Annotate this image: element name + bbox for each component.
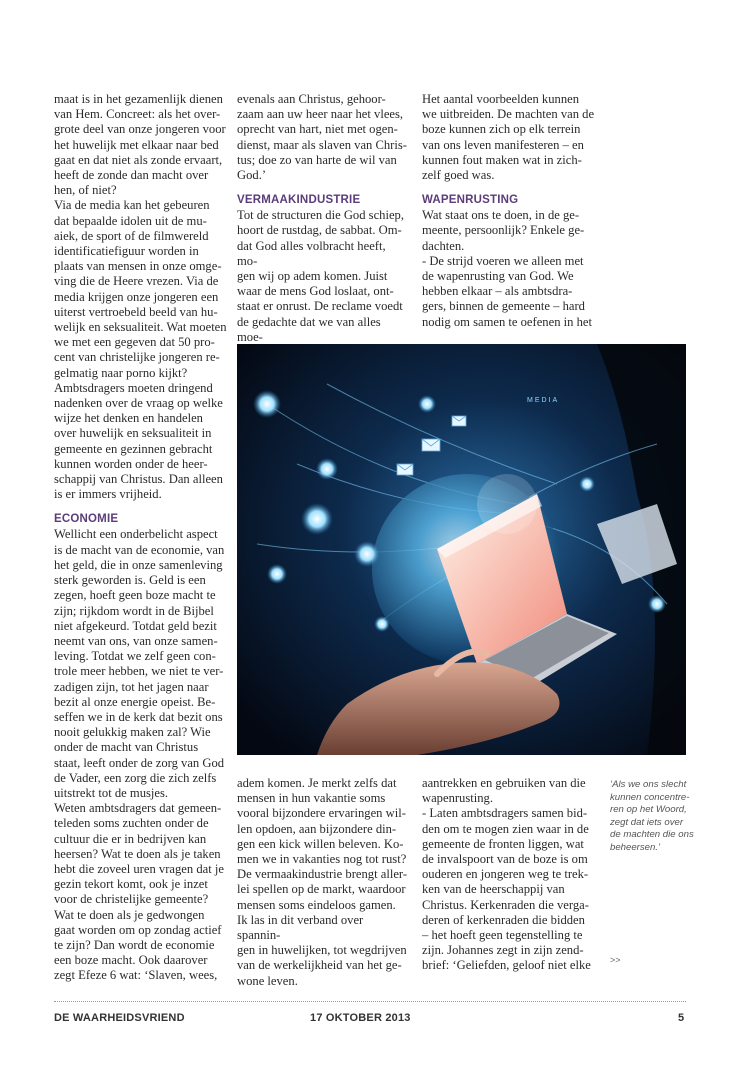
column-2-bottom <box>237 776 409 989</box>
body-paragraph: evenals aan Christus, gehoor- zaam aan uw heer naar het vlees, oprecht van hart, niet met ogen- dienst, maar als slaven van Chris- tus; doe zo van harte de wil van God.’ <box>237 92 407 183</box>
body-paragraph: Tot de structuren die God schiep, hoort de rustdag, de sabbat. Om- dat God alles volbracht heeft, mo- gen wij op adem komen. Juist waar de mens God loslaat, ont- staat er onrust. De reclame voedt de gedachte dat we van alles moe- <box>237 208 404 344</box>
page-number: 5 <box>678 1012 685 1024</box>
section-heading-vermaakindustrie: VERMAAKINDUSTRIE <box>237 194 361 207</box>
issue-date: 17 OKTOBER 2013 <box>310 1012 411 1024</box>
column-3-top <box>422 92 598 330</box>
body-paragraph: Wellicht een onderbelicht aspect is de macht van de economie, van het geld, die in onze samenleving sterk geworden is. Geld is een zegen, hoeft geen boze macht te zijn; rijkdom wordt in de Bijbel niet afgekeurd. Totdat geld bezit neemt van ons, van onze samen- leving. Totdat we zelf geen con- trole meer hebben, we niet te ver- zadigen zijn, tot het jagen naar bezit al onze energie opeist. Be- seffen we in de kerk dat bezit ons nooit gelukkig maken zal? Wie onder de macht van Christus staat, leeft onder de zorg van God de Vader, een zorg die zich zelfs uitstrekt tot de musjes. Weten ambtsdragers dat gemeen- teleden soms zuchten onder de cultuur die er in bedrijven kan heersen? Wat te doen als je taken hebt die zoveel uren vragen dat je gezin tekort komt, ook je inzet voor de christelijke gemeente? Wat te doen als je gedwongen gaat worden om op zondag actief te zijn? Dan wordt de economie een boze macht. Ook daarover zegt Efeze 6 wat: ‘Slaven, wees, <box>54 527 225 983</box>
footer-divider <box>54 1001 686 1002</box>
section-heading-wapenrusting: WAPENRUSTING <box>422 194 519 207</box>
body-paragraph: aantrekken en gebruiken van die wapenrusting. - Laten ambtsdragers samen bid- den om te mogen zien waar in de gemeente de fronten liggen, wat de invalspoort van de boze is om ouderen en jongeren weg te trek- ken van de heerschappij van Christus. Kerkenraden die verga- deren of kerkenraden die bidden – het hoeft geen tegenstelling te zijn. Johannes zegt in zijn zend- brief: ‘Geliefden, geloof niet elke <box>422 776 591 973</box>
section-heading-economie: ECONOMIE <box>54 513 119 526</box>
digital-network-illustration <box>237 344 686 755</box>
publication-name: DE WAARHEIDSVRIEND <box>54 1012 185 1024</box>
body-paragraph: Wat staat ons te doen, in de ge- meente, persoonlijk? Enkele ge- dachten. - De strijd voeren we alleen met de wapenrusting van God. We hebben elkaar – als ambtsdra- gers, binnen de gemeente – hard nodig om samen te oefenen in het <box>422 208 592 329</box>
article-photo <box>237 344 686 755</box>
body-paragraph: maat is in het gezamenlijk dienen van Hem. Concreet: als het over- grote deel van onze jongeren voor het huwelijk met elkaar naar bed gaat en dat niet als zonde ervaart, heeft de zonde dan macht over hen, of niet? Via de media kan het gebeuren dat bepaalde idolen uit de mu- aiek, de sport of de filmwereld identificatiefiguur worden in plaats van mensen in onze omge- ving die de Heere vrezen. Via de media krijgen onze jongeren een uiterst vertroebeld beeld van hu- welijk en seksualiteit. Wat moeten we met een gegeven dat 50 pro- cent van christelijke jongeren re- gelmatig naar porno kijkt? Ambtsdragers moeten dringend nadenken over de vraag op welke wijze het denken en handelen over huwelijk en seksualiteit in gemeente en gezinnen gebracht kunnen worden onder de heer- schappij van Christus. Dan alleen is er immers vrijheid. <box>54 92 227 502</box>
body-paragraph: adem komen. Je merkt zelfs dat mensen in hun vakantie soms vooral bijzondere ervaringen wil- len opdoen, aan bijzondere din- gen een kick willen beleven. Ko- men we in vakanties nog tot rust? De vermaakindustrie brengt aller- lei spellen op de markt, waardoor mensen soms eindeloos gamen. Ik las in dit verband over spannin- gen in huwelijken, tot wegdrijven van de werkelijkheid van het ge- wone leven. <box>237 776 408 988</box>
body-paragraph: Het aantal voorbeelden kunnen we uitbreiden. De machten van de boze kunnen zich op elk terrein van ons leven manifesteren – en kunnen fout maken wat in zich- zelf goed was. <box>422 92 595 183</box>
column-3-bottom <box>422 776 598 974</box>
continue-marker: >> <box>610 955 621 965</box>
column-2-top <box>237 92 409 360</box>
media-label: MEDIA <box>527 397 560 404</box>
column-1 <box>54 92 232 984</box>
pull-quote: ‘Als we ons slecht kunnen concentre- ren op het Woord, zegt dat iets over de machten die ons beheersen.’ <box>610 779 694 853</box>
